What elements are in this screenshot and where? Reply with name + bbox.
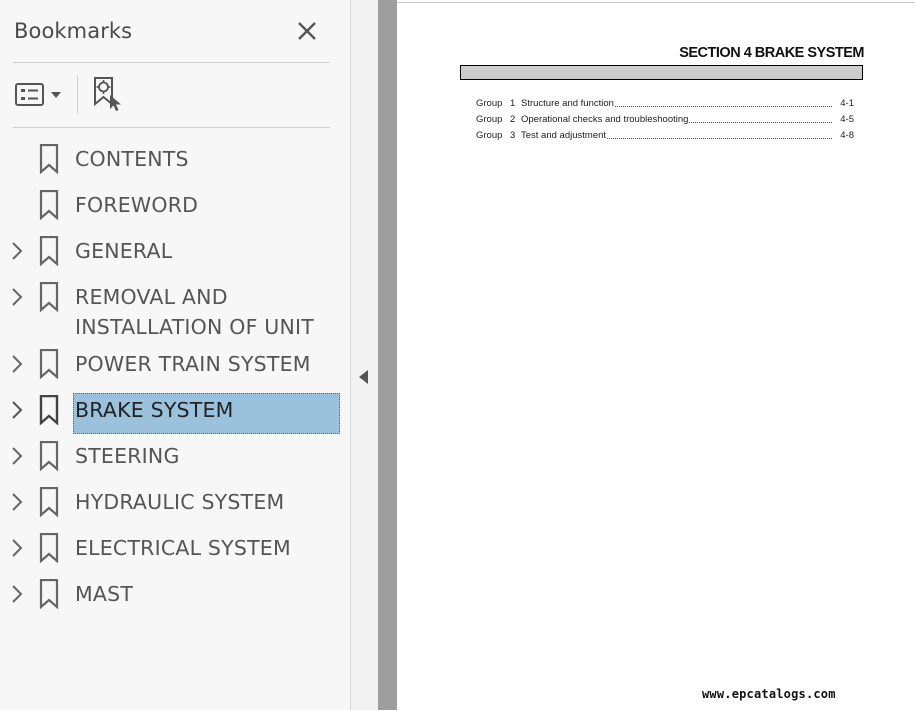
toc-row[interactable]	[476, 130, 854, 144]
document-gutter	[378, 0, 397, 710]
chevron-right-icon[interactable]	[9, 445, 25, 467]
panel-collapse-gutter	[351, 0, 378, 710]
bookmark-steering[interactable]	[0, 441, 345, 471]
bookmark-icon	[39, 487, 59, 517]
bookmark-hydraulic-system[interactable]	[0, 487, 345, 517]
bookmark-icon	[39, 236, 59, 266]
bookmark-label: STEERING	[75, 444, 180, 468]
bookmark-label: HYDRAULIC SYSTEM	[75, 490, 285, 514]
toc-group: Group	[476, 114, 503, 125]
bookmark-label: POWER TRAIN SYSTEM	[75, 352, 311, 376]
bookmark-label: BRAKE SYSTEM	[75, 398, 234, 422]
bookmark-label: ELECTRICAL SYSTEM	[75, 536, 291, 560]
bookmark-contents[interactable]	[0, 144, 345, 174]
chevron-right-icon[interactable]	[9, 399, 25, 421]
bookmark-icon	[39, 441, 59, 471]
chevron-right-icon[interactable]	[9, 537, 25, 559]
toc-title: Structure and function	[521, 98, 614, 109]
bookmark-removal-and-installation[interactable]	[0, 282, 345, 342]
bookmark-brake-system[interactable]	[0, 395, 345, 425]
close-panel-button[interactable]	[293, 17, 321, 45]
toc-number: 1	[510, 98, 516, 109]
website-footer: www.epcatalogs.com	[702, 687, 836, 701]
toc-title: Operational checks and troubleshooting	[521, 114, 689, 125]
bookmark-icon	[39, 395, 59, 425]
close-icon	[293, 17, 321, 45]
section-title-bar	[460, 65, 863, 80]
bookmark-label: MAST	[75, 582, 134, 606]
chevron-right-icon[interactable]	[9, 240, 25, 262]
document-page	[397, 2, 915, 711]
toc-title: Test and adjustment	[521, 130, 607, 141]
bookmark-label-line2: INSTALLATION OF UNIT	[75, 315, 314, 339]
panel-title: Bookmarks	[14, 19, 133, 43]
bookmark-icon	[39, 349, 59, 379]
toc-row[interactable]	[476, 98, 854, 112]
bookmark-icon	[39, 190, 59, 220]
toc-page: 4-1	[840, 98, 854, 109]
triangle-left-icon	[356, 366, 372, 388]
toc-page: 4-5	[840, 114, 854, 125]
collapse-panel-button[interactable]	[356, 366, 372, 388]
chevron-right-icon[interactable]	[9, 583, 25, 605]
bookmark-general[interactable]	[0, 236, 345, 266]
bookmark-icon	[39, 533, 59, 563]
find-current-bookmark-button[interactable]	[90, 76, 126, 112]
toc-group: Group	[476, 98, 503, 109]
bookmark-mast[interactable]	[0, 579, 345, 609]
bookmark-icon	[39, 144, 59, 174]
toc-number: 2	[510, 114, 516, 125]
toc-page: 4-8	[840, 130, 854, 141]
bookmark-icon	[39, 282, 59, 312]
bookmark-foreword[interactable]	[0, 190, 345, 220]
chevron-right-icon[interactable]	[9, 353, 25, 375]
toc-row[interactable]	[476, 114, 854, 128]
bookmark-icon	[39, 579, 59, 609]
options-menu-button[interactable]	[14, 80, 64, 110]
toc-group: Group	[476, 130, 503, 141]
list-options-icon	[14, 80, 64, 110]
bookmarks-panel	[0, 0, 350, 710]
section-title: SECTION 4 BRAKE SYSTEM	[679, 45, 864, 61]
toc-number: 3	[510, 130, 516, 141]
bookmark-label: CONTENTS	[75, 147, 189, 171]
toolbar-divider	[77, 75, 78, 114]
header-divider	[13, 62, 330, 63]
find-current-bookmark-icon	[90, 76, 126, 112]
bookmark-label: REMOVAL AND	[75, 285, 228, 309]
bookmark-power-train-system[interactable]	[0, 349, 345, 379]
bookmark-label: FOREWORD	[75, 193, 199, 217]
chevron-right-icon[interactable]	[9, 286, 25, 308]
bookmark-label: GENERAL	[75, 239, 173, 263]
bookmark-electrical-system[interactable]	[0, 533, 345, 563]
chevron-right-icon[interactable]	[9, 491, 25, 513]
toolbar-bottom-divider	[13, 127, 330, 128]
